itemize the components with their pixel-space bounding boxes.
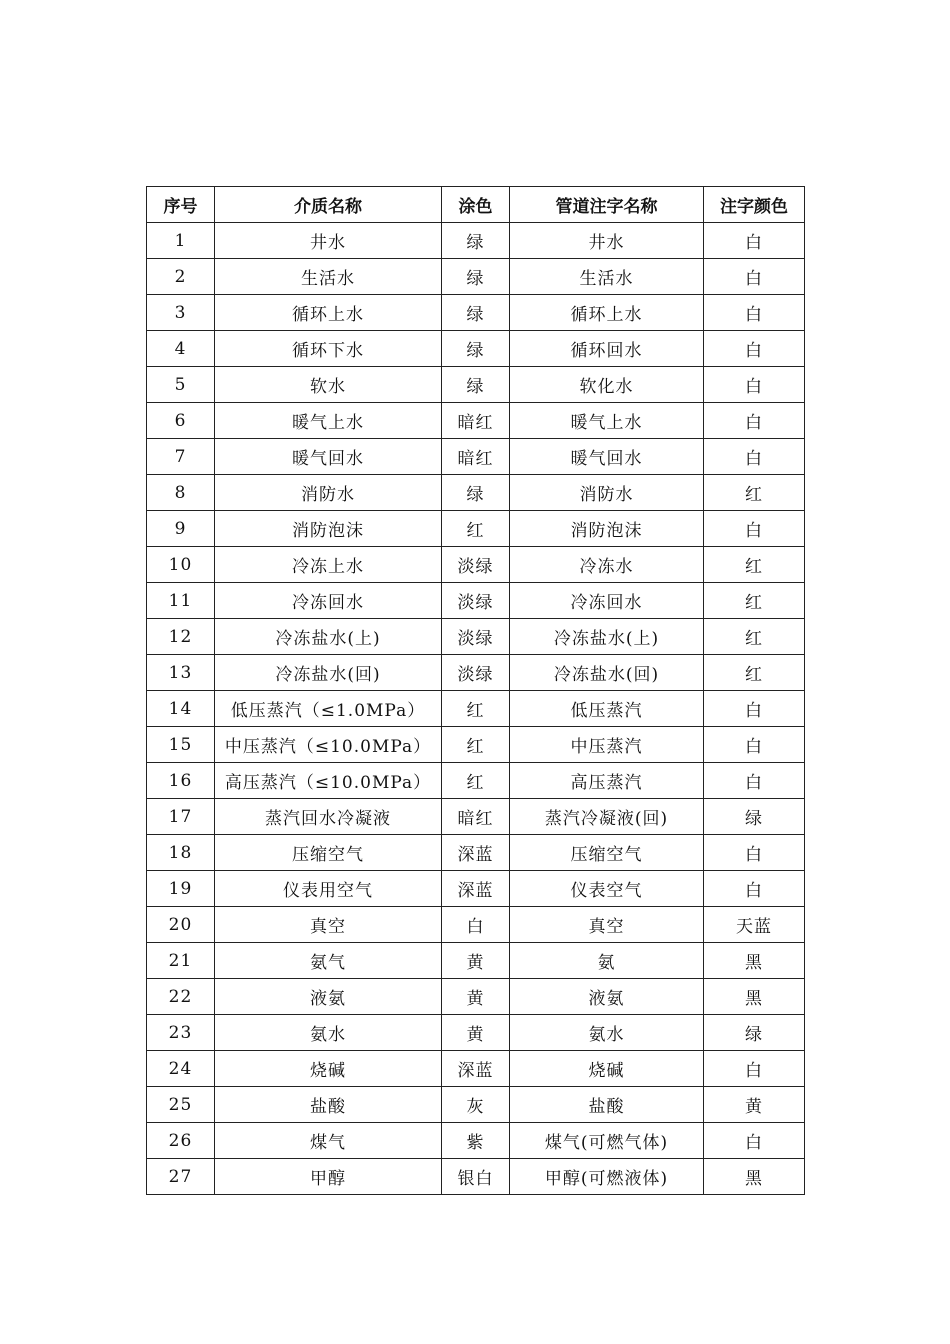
table-row	[147, 259, 805, 295]
cell-index: 9	[147, 511, 215, 547]
cell-index: 24	[147, 1051, 215, 1087]
cell-medium-name: 循环下水	[215, 331, 442, 367]
cell-pipe-label: 中压蒸汽	[510, 727, 704, 763]
cell-paint-color: 深蓝	[442, 835, 510, 871]
cell-label-color: 红	[704, 475, 805, 511]
table-row	[147, 907, 805, 943]
cell-label-color: 白	[704, 259, 805, 295]
cell-paint-color: 淡绿	[442, 619, 510, 655]
table-row	[147, 1123, 805, 1159]
cell-label-color: 白	[704, 439, 805, 475]
table-body	[147, 223, 805, 1195]
cell-medium-name: 烧碱	[215, 1051, 442, 1087]
table-row	[147, 511, 805, 547]
cell-paint-color: 红	[442, 511, 510, 547]
cell-index: 16	[147, 763, 215, 799]
cell-pipe-label: 冷冻盐水(上)	[510, 619, 704, 655]
cell-paint-color: 暗红	[442, 439, 510, 475]
cell-paint-color: 淡绿	[442, 547, 510, 583]
cell-pipe-label: 冷冻盐水(回)	[510, 655, 704, 691]
cell-label-color: 白	[704, 295, 805, 331]
cell-label-color: 白	[704, 403, 805, 439]
cell-paint-color: 红	[442, 763, 510, 799]
cell-index: 12	[147, 619, 215, 655]
cell-label-color: 白	[704, 367, 805, 403]
cell-index: 10	[147, 547, 215, 583]
cell-pipe-label: 液氨	[510, 979, 704, 1015]
cell-label-color: 黑	[704, 1159, 805, 1195]
cell-pipe-label: 高压蒸汽	[510, 763, 704, 799]
table-row	[147, 367, 805, 403]
cell-medium-name: 中压蒸汽（≤10.0MPa）	[215, 727, 442, 763]
cell-pipe-label: 生活水	[510, 259, 704, 295]
cell-medium-name: 甲醇	[215, 1159, 442, 1195]
cell-paint-color: 银白	[442, 1159, 510, 1195]
cell-index: 11	[147, 583, 215, 619]
cell-medium-name: 蒸汽回水冷凝液	[215, 799, 442, 835]
table-row	[147, 439, 805, 475]
cell-medium-name: 冷冻盐水(上)	[215, 619, 442, 655]
cell-medium-name: 冷冻上水	[215, 547, 442, 583]
cell-paint-color: 灰	[442, 1087, 510, 1123]
cell-paint-color: 深蓝	[442, 1051, 510, 1087]
cell-pipe-label: 消防泡沫	[510, 511, 704, 547]
table-row	[147, 403, 805, 439]
cell-medium-name: 消防水	[215, 475, 442, 511]
cell-paint-color: 绿	[442, 223, 510, 259]
header-index: 序号	[147, 187, 215, 223]
cell-label-color: 白	[704, 691, 805, 727]
cell-paint-color: 白	[442, 907, 510, 943]
cell-label-color: 黑	[704, 943, 805, 979]
cell-label-color: 白	[704, 727, 805, 763]
cell-index: 26	[147, 1123, 215, 1159]
cell-label-color: 绿	[704, 1015, 805, 1051]
table-row	[147, 583, 805, 619]
table-header	[147, 187, 805, 223]
table-row	[147, 475, 805, 511]
cell-medium-name: 液氨	[215, 979, 442, 1015]
cell-pipe-label: 烧碱	[510, 1051, 704, 1087]
pipe-color-table	[146, 186, 805, 1195]
cell-index: 15	[147, 727, 215, 763]
table-row	[147, 1051, 805, 1087]
cell-medium-name: 生活水	[215, 259, 442, 295]
cell-pipe-label: 井水	[510, 223, 704, 259]
cell-index: 3	[147, 295, 215, 331]
cell-index: 13	[147, 655, 215, 691]
header-row	[147, 187, 805, 223]
header-label-color: 注字颜色	[704, 187, 805, 223]
cell-index: 27	[147, 1159, 215, 1195]
table-row	[147, 619, 805, 655]
cell-label-color: 白	[704, 511, 805, 547]
cell-pipe-label: 消防水	[510, 475, 704, 511]
cell-pipe-label: 低压蒸汽	[510, 691, 704, 727]
cell-label-color: 白	[704, 1051, 805, 1087]
cell-paint-color: 紫	[442, 1123, 510, 1159]
cell-index: 1	[147, 223, 215, 259]
cell-index: 18	[147, 835, 215, 871]
cell-medium-name: 煤气	[215, 1123, 442, 1159]
table-row	[147, 727, 805, 763]
cell-index: 5	[147, 367, 215, 403]
table-row	[147, 1159, 805, 1195]
cell-pipe-label: 甲醇(可燃液体)	[510, 1159, 704, 1195]
cell-label-color: 黑	[704, 979, 805, 1015]
cell-paint-color: 暗红	[442, 403, 510, 439]
cell-medium-name: 高压蒸汽（≤10.0MPa）	[215, 763, 442, 799]
cell-paint-color: 红	[442, 727, 510, 763]
cell-paint-color: 淡绿	[442, 583, 510, 619]
cell-medium-name: 循环上水	[215, 295, 442, 331]
cell-label-color: 白	[704, 835, 805, 871]
table-row	[147, 331, 805, 367]
cell-pipe-label: 暖气回水	[510, 439, 704, 475]
cell-label-color: 黄	[704, 1087, 805, 1123]
cell-medium-name: 真空	[215, 907, 442, 943]
cell-paint-color: 淡绿	[442, 655, 510, 691]
cell-label-color: 红	[704, 547, 805, 583]
cell-index: 25	[147, 1087, 215, 1123]
cell-pipe-label: 蒸汽冷凝液(回)	[510, 799, 704, 835]
cell-paint-color: 绿	[442, 367, 510, 403]
table-row	[147, 763, 805, 799]
cell-index: 8	[147, 475, 215, 511]
cell-label-color: 红	[704, 655, 805, 691]
cell-medium-name: 氨水	[215, 1015, 442, 1051]
cell-label-color: 白	[704, 763, 805, 799]
table-row	[147, 835, 805, 871]
cell-pipe-label: 盐酸	[510, 1087, 704, 1123]
cell-index: 21	[147, 943, 215, 979]
cell-pipe-label: 暖气上水	[510, 403, 704, 439]
cell-pipe-label: 冷冻水	[510, 547, 704, 583]
cell-pipe-label: 循环回水	[510, 331, 704, 367]
header-paint-color: 涂色	[442, 187, 510, 223]
cell-pipe-label: 真空	[510, 907, 704, 943]
cell-medium-name: 仪表用空气	[215, 871, 442, 907]
cell-pipe-label: 压缩空气	[510, 835, 704, 871]
cell-paint-color: 绿	[442, 475, 510, 511]
table-row	[147, 1015, 805, 1051]
cell-paint-color: 绿	[442, 259, 510, 295]
cell-index: 7	[147, 439, 215, 475]
cell-pipe-label: 仪表空气	[510, 871, 704, 907]
cell-index: 23	[147, 1015, 215, 1051]
cell-index: 20	[147, 907, 215, 943]
cell-label-color: 绿	[704, 799, 805, 835]
table-row	[147, 799, 805, 835]
cell-medium-name: 井水	[215, 223, 442, 259]
cell-index: 19	[147, 871, 215, 907]
cell-medium-name: 暖气上水	[215, 403, 442, 439]
cell-paint-color: 深蓝	[442, 871, 510, 907]
cell-medium-name: 冷冻回水	[215, 583, 442, 619]
table-row	[147, 1087, 805, 1123]
cell-index: 22	[147, 979, 215, 1015]
header-medium-name: 介质名称	[215, 187, 442, 223]
cell-pipe-label: 煤气(可燃气体)	[510, 1123, 704, 1159]
cell-paint-color: 红	[442, 691, 510, 727]
cell-pipe-label: 循环上水	[510, 295, 704, 331]
cell-label-color: 红	[704, 619, 805, 655]
header-pipe-label: 管道注字名称	[510, 187, 704, 223]
table-row	[147, 223, 805, 259]
cell-pipe-label: 氨水	[510, 1015, 704, 1051]
table-row	[147, 295, 805, 331]
cell-label-color: 白	[704, 331, 805, 367]
cell-paint-color: 暗红	[442, 799, 510, 835]
cell-label-color: 红	[704, 583, 805, 619]
cell-index: 6	[147, 403, 215, 439]
cell-paint-color: 绿	[442, 331, 510, 367]
table-row	[147, 655, 805, 691]
cell-label-color: 白	[704, 871, 805, 907]
cell-medium-name: 暖气回水	[215, 439, 442, 475]
table-row	[147, 979, 805, 1015]
cell-medium-name: 消防泡沫	[215, 511, 442, 547]
cell-label-color: 天蓝	[704, 907, 805, 943]
cell-paint-color: 绿	[442, 295, 510, 331]
table-row	[147, 943, 805, 979]
cell-pipe-label: 冷冻回水	[510, 583, 704, 619]
cell-medium-name: 软水	[215, 367, 442, 403]
cell-label-color: 白	[704, 223, 805, 259]
cell-index: 17	[147, 799, 215, 835]
cell-index: 2	[147, 259, 215, 295]
cell-medium-name: 低压蒸汽（≤1.0MPa）	[215, 691, 442, 727]
cell-medium-name: 盐酸	[215, 1087, 442, 1123]
cell-paint-color: 黄	[442, 1015, 510, 1051]
table-row	[147, 691, 805, 727]
cell-paint-color: 黄	[442, 979, 510, 1015]
cell-label-color: 白	[704, 1123, 805, 1159]
cell-pipe-label: 氨	[510, 943, 704, 979]
cell-medium-name: 氨气	[215, 943, 442, 979]
cell-paint-color: 黄	[442, 943, 510, 979]
cell-medium-name: 冷冻盐水(回)	[215, 655, 442, 691]
cell-index: 14	[147, 691, 215, 727]
cell-index: 4	[147, 331, 215, 367]
table-row	[147, 547, 805, 583]
cell-pipe-label: 软化水	[510, 367, 704, 403]
cell-medium-name: 压缩空气	[215, 835, 442, 871]
table-row	[147, 871, 805, 907]
